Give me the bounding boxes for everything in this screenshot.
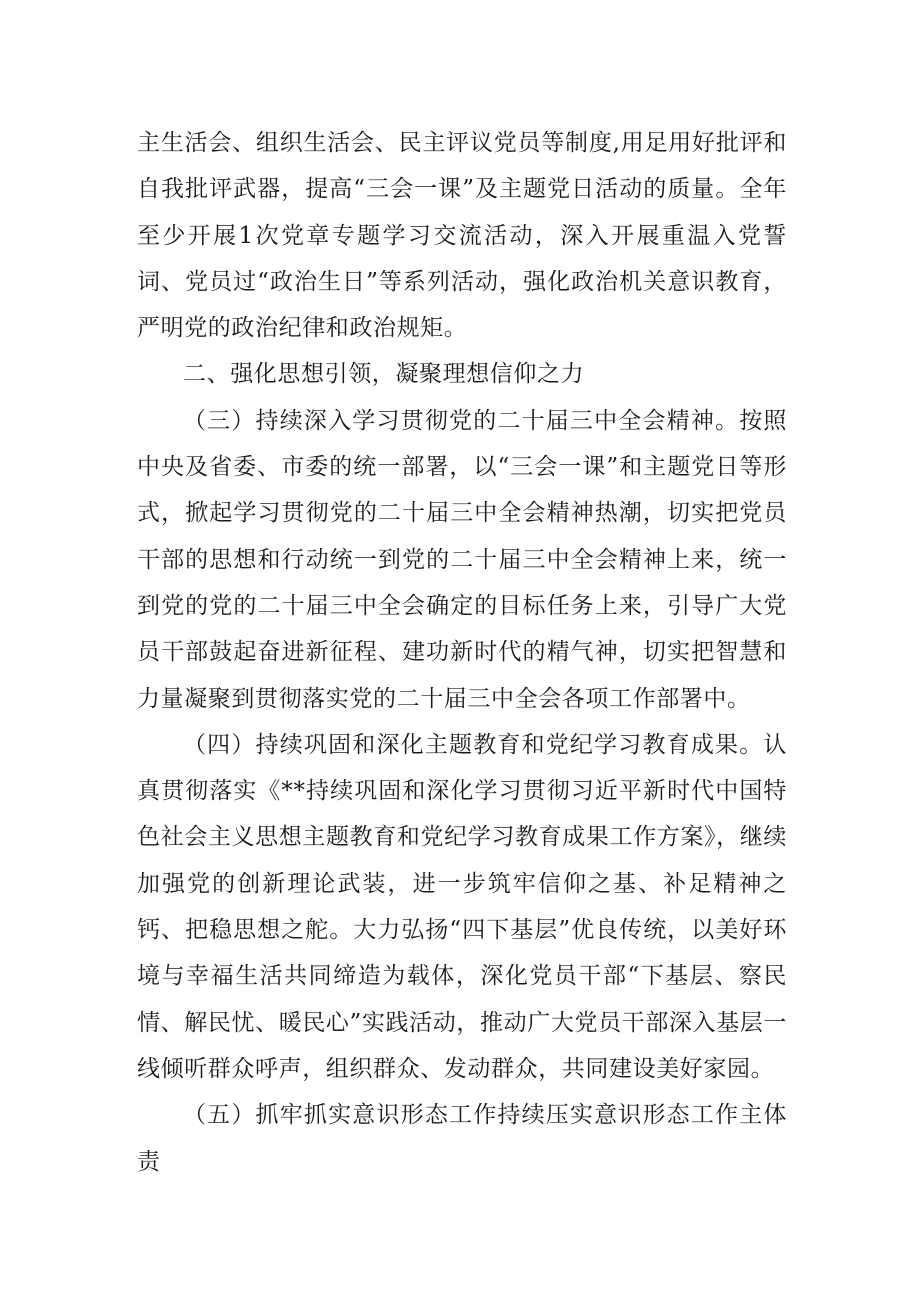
paragraph-item-five: （五）抓牢抓实意识形态工作持续压实意识形态工作主体责 [137,1102,787,1175]
paragraph-item-three: （三）持续深入学习贯彻党的二十届三中全会精神。按照中央及省委、市委的统一部署，以“三会一课”和主题党日等形式，掀起学习贯彻党的二十届三中全会精神热潮，切实把党员干部的思想和行动统一到党的二十届三中全会精神上来，统一到党的党的二十届三中全会确定的目标任务上来，引导广大党员干部鼓起奋进新征程、建功新时代的精气神，切实把智慧和力量凝聚到贯彻落实党的二十届三中全会各项工作部署中。 [137,407,787,712]
paragraph-item-four: （四）持续巩固和深化主题教育和党纪学习教育成果。认真贯彻落实《**持续巩固和深化学习贯彻习近平新时代中国特色社会主义思想主题教育和党纪学习教育成果工作方案》，继续加强党的创新理论武装，进一步筑牢信仰之基、补足精神之钙、把稳思想之舵。大力弘扬“四下基层”优良传统，以美好环境与幸福生活共同缔造为载体，深化党员干部“下基层、察民情、解民忧、暖民心”实践活动，推动广大党员干部深入基层一线倾听群众呼声，组织群众、发动群众，共同建设美好家园。 [137,731,787,1082]
document-body [137,120,787,1185]
paragraph-party-life-continued: 主生活会、组织生活会、民主评议党员等制度,用足用好批评和自我批评武器，提高“三会一课”及主题党日活动的质量。全年至少开展1次党章专题学习交流活动，深入开展重温入党誓词、党员过“政治生日”等系列活动，强化政治机关意识教育，严明党的政治纪律和政治规矩。 [137,130,787,342]
section-heading-ideological-guidance: 二、强化思想引领，凝聚理想信仰之力 [183,361,585,388]
